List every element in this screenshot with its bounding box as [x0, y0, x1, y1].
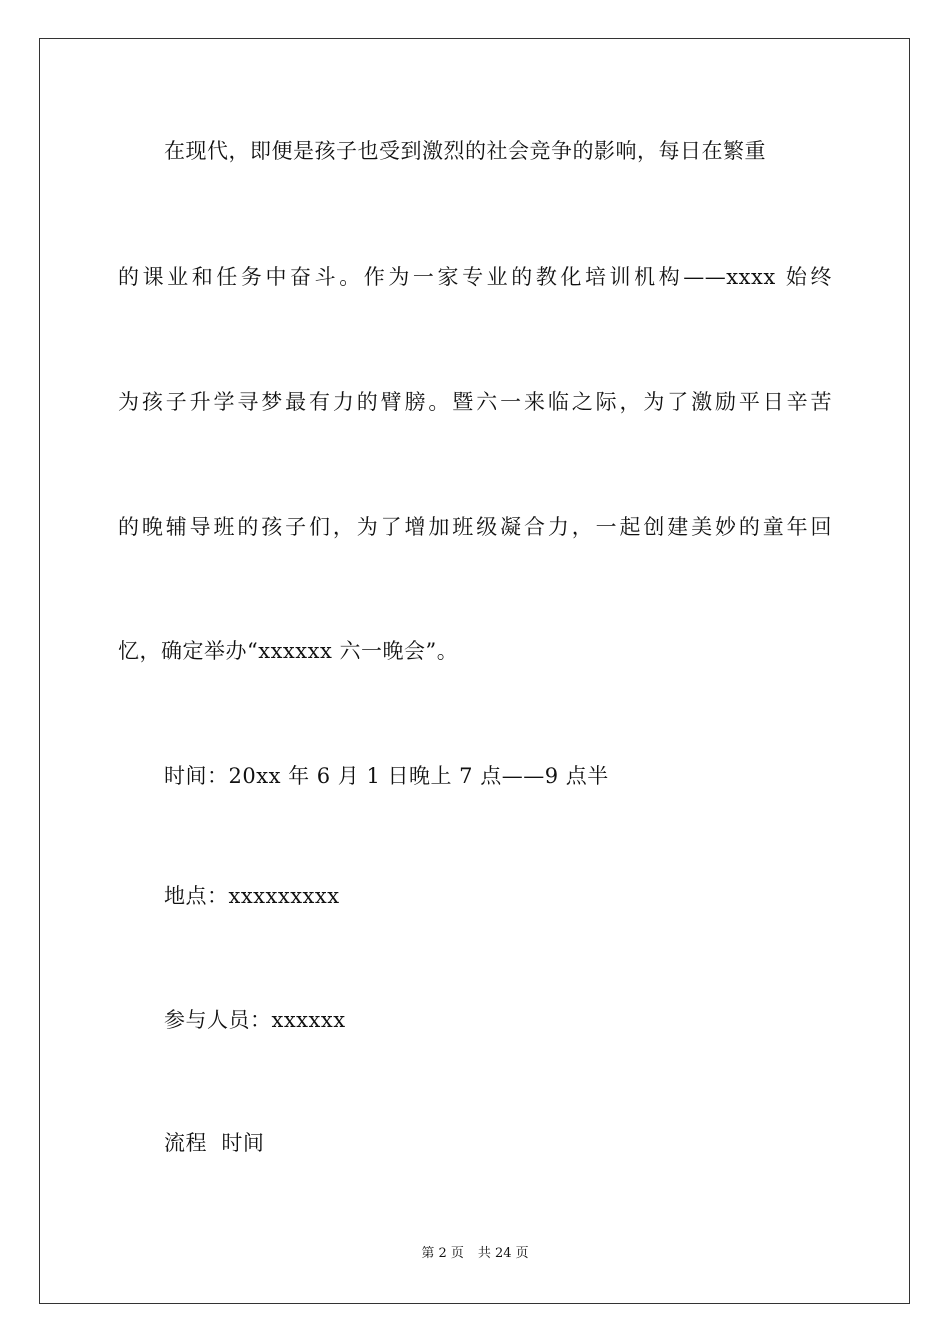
paragraph-line-4: 的晚辅导班的孩子们，为了增加班级凝合力，一起创建美妙的童年回	[118, 515, 832, 539]
paragraph-line-5: 忆，确定举办“xxxxxx 六一晚会”。	[118, 639, 459, 663]
event-time: 时间：20xx 年 6 月 1 日晚上 7 点——9 点半	[164, 764, 609, 788]
paragraph-line-2: 的课业和任务中奋斗。作为一家专业的教化培训机构——xxxx 始终	[118, 265, 832, 289]
page-footer	[0, 1245, 950, 1263]
schedule-header: 流程 时间	[164, 1131, 265, 1155]
paragraph-line-3: 为孩子升学寻梦最有力的臂膀。暨六一来临之际，为了激励平日辛苦	[118, 390, 832, 414]
event-location: 地点：xxxxxxxxx	[164, 884, 340, 908]
page-frame	[39, 38, 910, 1304]
page-number: 第 2 页	[421, 1246, 464, 1261]
page-total: 共 24 页	[477, 1246, 529, 1261]
paragraph-line-1: 在现代，即便是孩子也受到激烈的社会竞争的影响，每日在繁重	[164, 139, 766, 163]
event-participants: 参与人员：xxxxxx	[164, 1008, 346, 1032]
